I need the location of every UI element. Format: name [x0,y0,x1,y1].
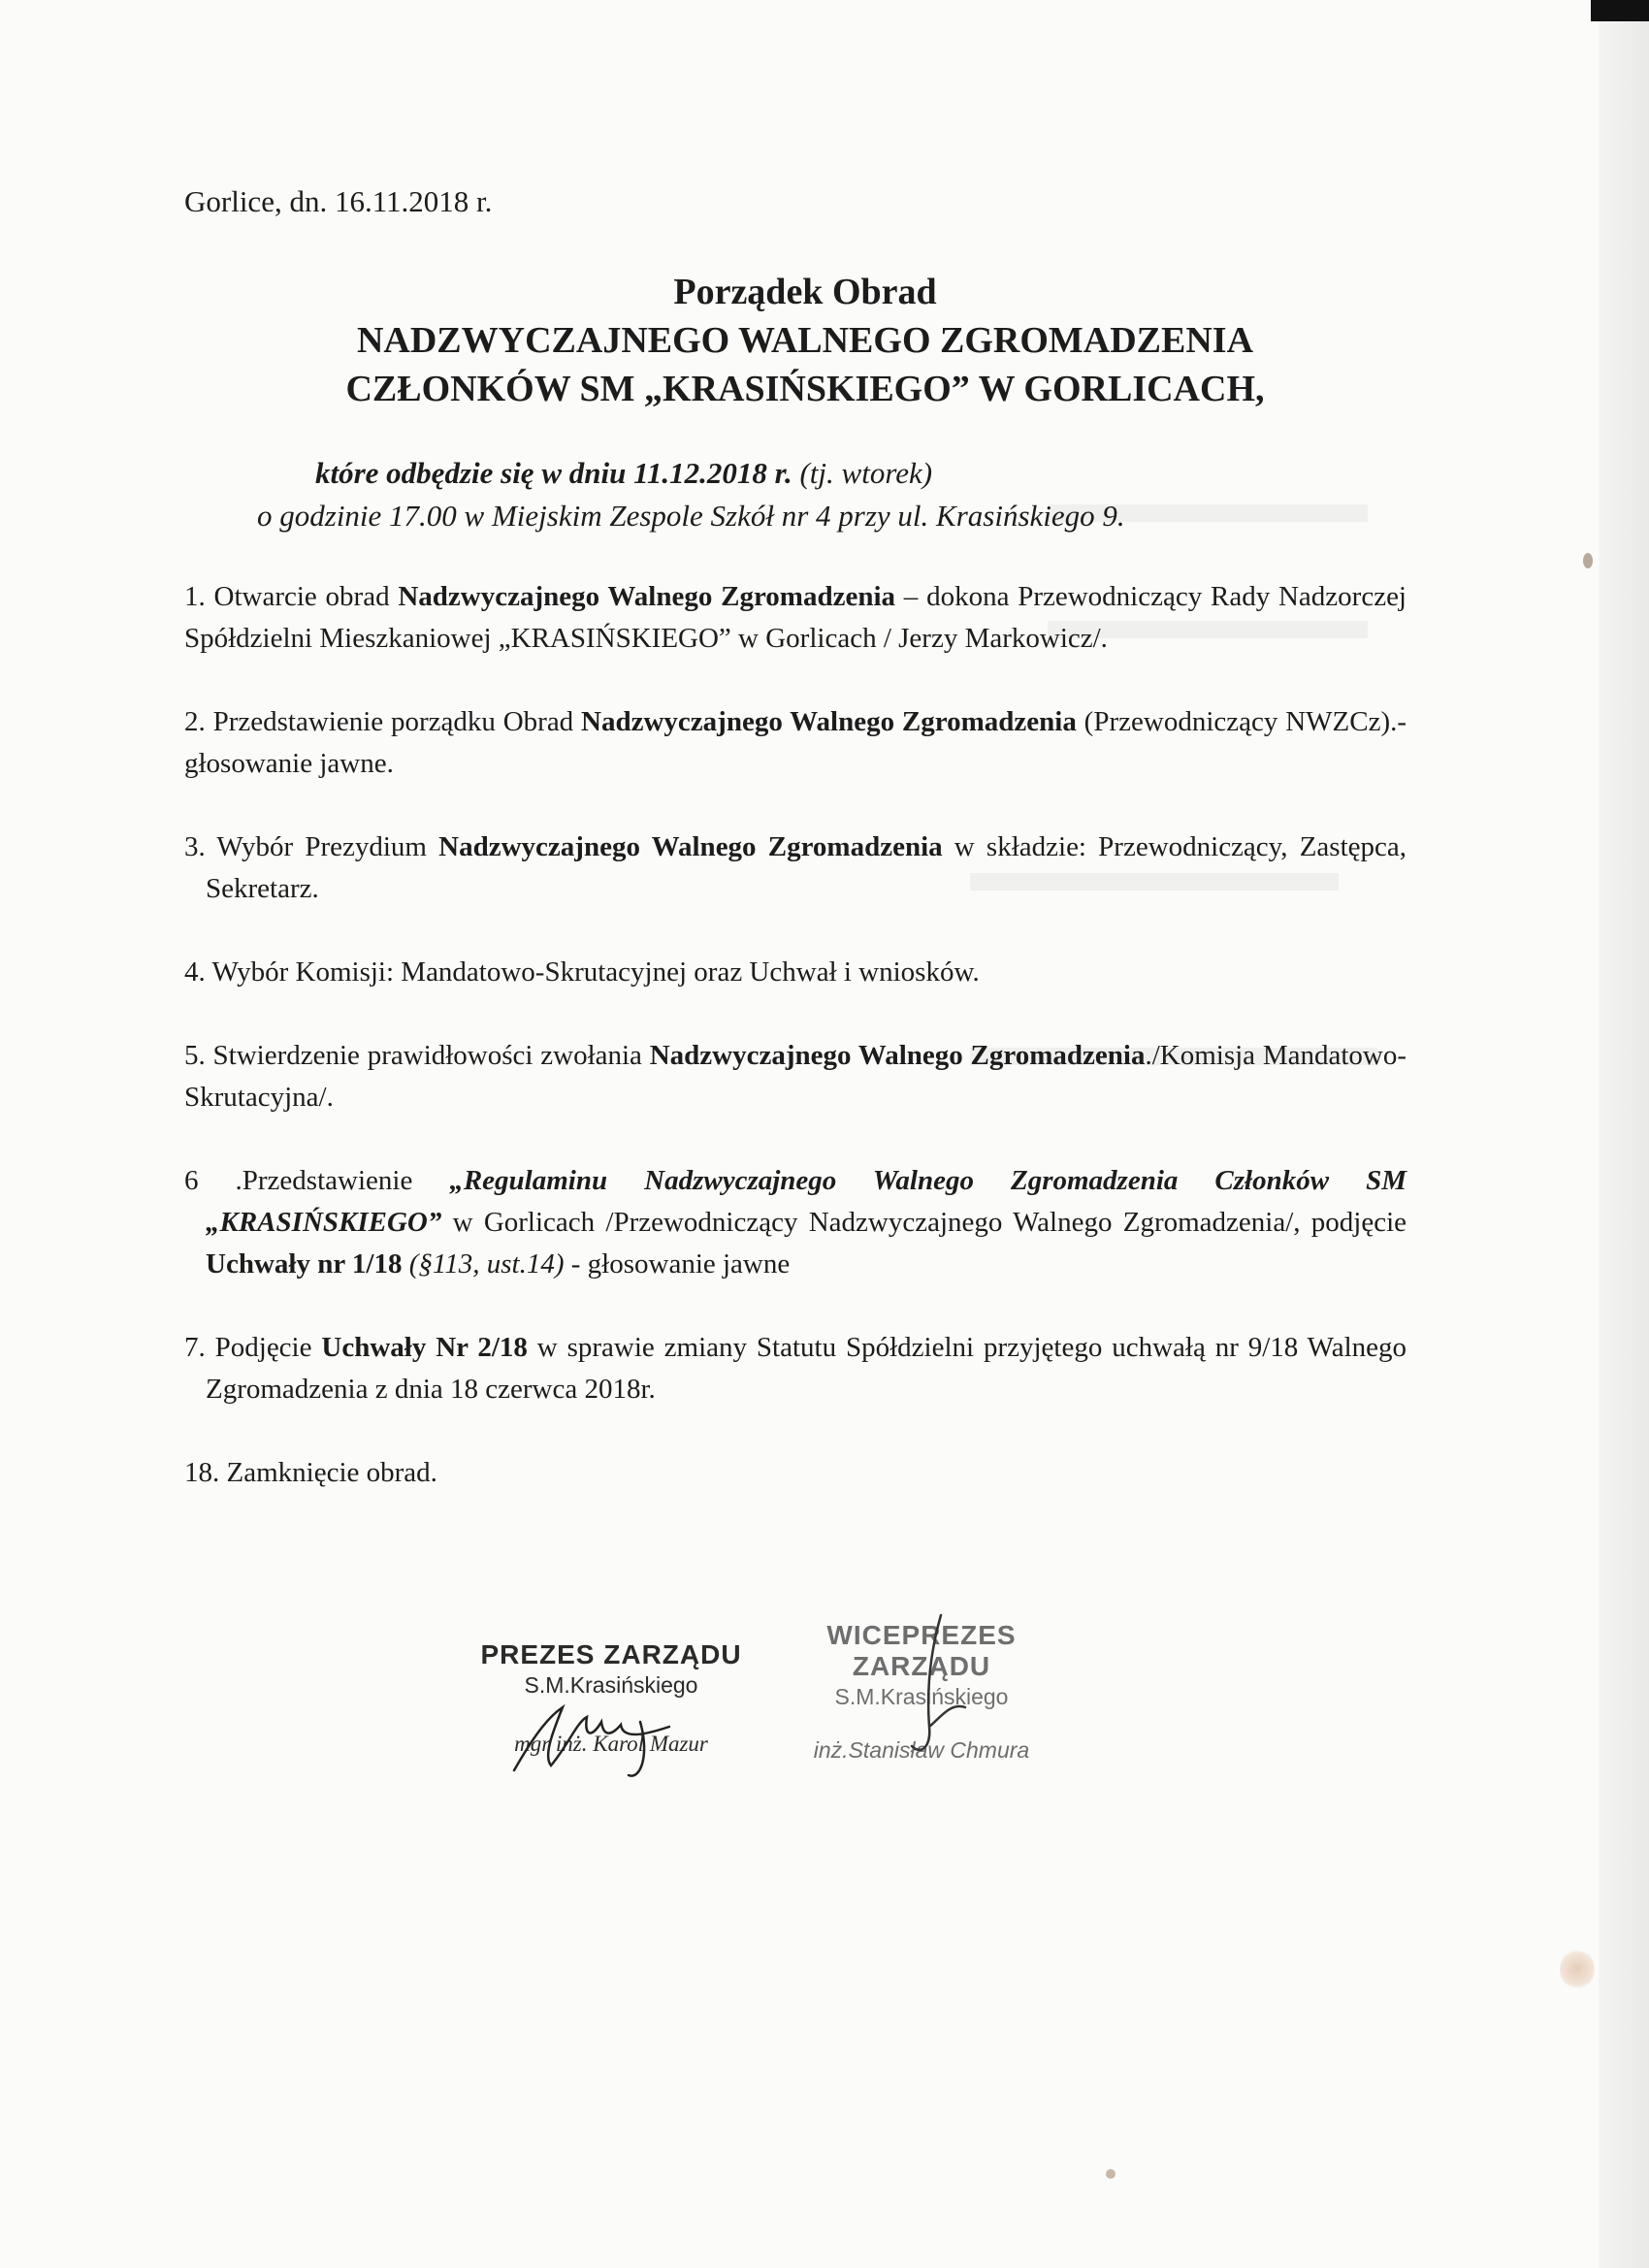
agenda-list [184,576,1406,1536]
signature-vice-president [873,1610,980,1766]
agenda-item: 5. Stwierdzenie prawidłowości zwołania Nadzwyczajnego Walnego Zgromadzenia./Komisja Mandatowo- Skrutacyjna/. [184,1040,1407,1113]
scan-edge-top [1591,0,1649,21]
paper-stain [1560,1948,1595,1991]
meeting-place-line: o godzinie 17.00 w Miejskim Zespole Szkół nr 4 przy ul. Krasińskiego 9. [257,499,1125,533]
title-line-2: NADZWYCZAJNEGO WALNEGO ZGROMADZENIA [356,320,1254,361]
stamp-title: WICEPREZES ZARZĄDU [826,1620,1017,1681]
meeting-weekday: (tj. wtorek) [792,456,933,490]
document-date: Gorlice, dn. 16.11.2018 r. [184,184,493,218]
agenda-item: 2. Przedstawienie porządku Obrad Nadzwyczajnego Walnego Zgromadzenia (Przewodniczący NWZCz).- głosowanie jawne. [184,706,1407,779]
meeting-info [184,452,1436,537]
agenda-item: 18. Zamknięcie obrad. [184,1457,437,1488]
agenda-item: 3. Wybór Prezydium Nadzwyczajnego Walnego Zgromadzenia w składzie: Przewodniczący, Zastępca, Sekretarz. [184,831,1407,904]
agenda-item: 4. Wybór Komisji: Mandatowo-Skrutacyjnej oraz Uchwał i wniosków. [184,956,980,988]
paper-stain [1583,553,1593,568]
meeting-date: które odbędzie się w dniu 11.12.2018 r. [315,456,792,490]
stamp-org: S.M.Krasińskiego [834,1684,1009,1709]
title-line-1: Porządek Obrad [673,272,937,312]
meeting-date-line [184,452,1436,495]
paper-stain [1106,2169,1116,2179]
document-title [184,268,1426,413]
agenda-item: 7. Podjęcie Uchwały Nr 2/18 w sprawie zmiany Statutu Spółdzielni przyjętego uchwałą nr 9/18 Walnego Zgromadzenia z dnia 18 czerwca 2018r. [184,1332,1406,1405]
agenda-item: 6 .Przedstawienie „Regulaminu Nadzwyczajnego Walnego Zgromadzenia Członków SM „KRASIŃSKIEGO” w Gorlicach /Przewodniczący Nadzwyczajnego Walnego Zgromadzenia/, podjęcie Uchwały nr 1/18 (§113, ust.14) - głosowanie jawne [184,1165,1406,1280]
scan-edge-right [1599,0,1649,2268]
stamp-name: inż.Stanisław Chmura [813,1737,1030,1763]
stamp-org: S.M.Krasińskiego [524,1672,698,1698]
signature-president [495,1678,708,1785]
title-line-3: CZŁONKÓW SM „KRASIŃSKIEGO” W GORLICACH, [345,369,1265,409]
stamp-name: mgr inż. Karol Mazur [514,1732,708,1756]
stamp-title: PREZES ZARZĄDU [480,1639,742,1669]
agenda-item: 1. Otwarcie obrad Nadzwyczajnego Walnego Zgromadzenia – dokona Przewodniczący Rady Nadzorczej Spółdzielni Mieszkaniowej „KRASIŃSKIEGO” w Gorlicach / Jerzy Markowicz/. [184,581,1406,654]
